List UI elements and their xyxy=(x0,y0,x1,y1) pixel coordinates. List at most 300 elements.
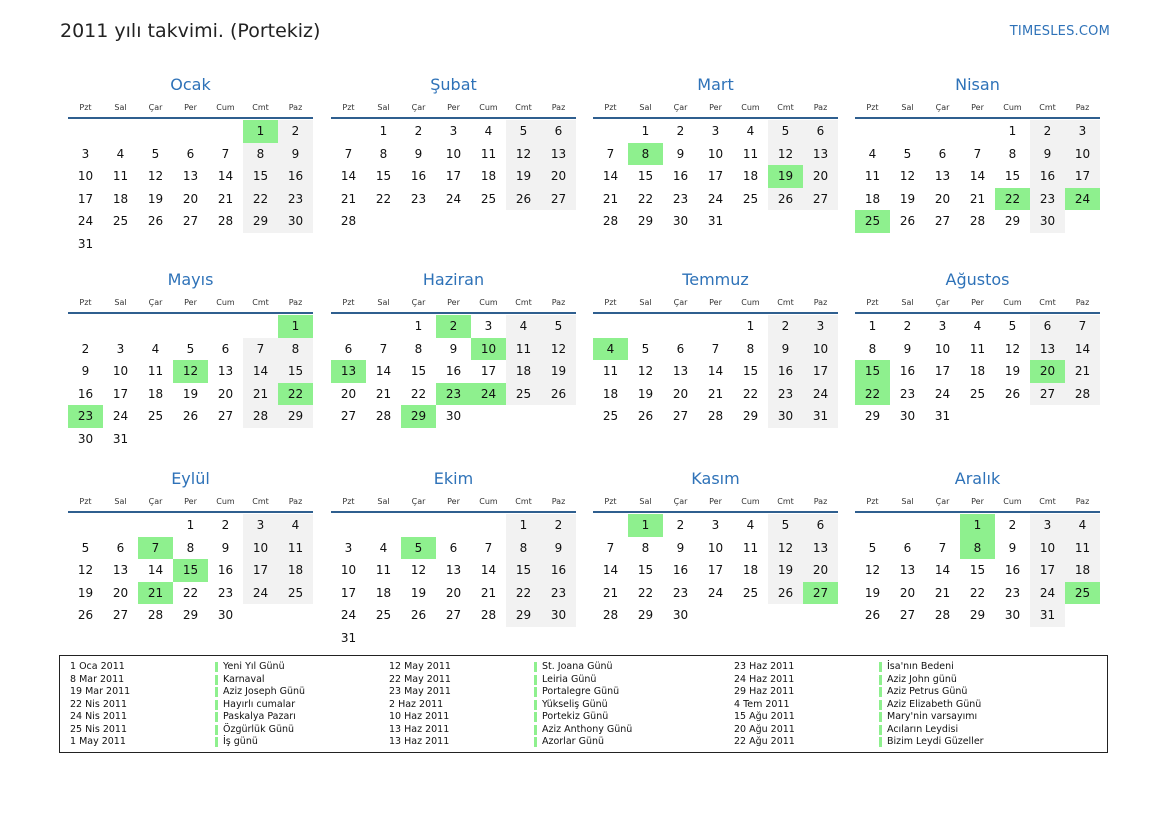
day-cell[interactable]: 17 xyxy=(340,585,357,600)
day-cell[interactable]: 3 xyxy=(344,540,353,555)
day-cell[interactable]: 16 xyxy=(899,364,916,378)
day-cell[interactable]: 1 xyxy=(278,315,313,338)
day-cell[interactable]: 18 xyxy=(864,191,881,206)
day-cell[interactable]: 7 xyxy=(344,146,353,161)
day-cell[interactable]: 1 xyxy=(746,319,755,333)
day-cell[interactable]: 31 xyxy=(803,405,838,428)
day-cell[interactable]: 14 xyxy=(147,563,164,577)
day-cell[interactable]: 21 xyxy=(375,386,392,401)
day-cell[interactable]: 22 xyxy=(243,188,278,211)
day-cell[interactable]: 18 xyxy=(112,191,129,206)
day-cell[interactable]: 14 xyxy=(969,169,986,183)
day-cell[interactable]: 24 xyxy=(803,383,838,406)
day-cell[interactable]: 6 xyxy=(803,514,838,537)
day-cell[interactable]: 7 xyxy=(138,537,173,560)
day-cell[interactable]: 24 xyxy=(707,191,724,206)
day-cell[interactable]: 5 xyxy=(151,146,160,161)
day-cell[interactable]: 9 xyxy=(414,146,423,161)
day-cell[interactable]: 18 xyxy=(375,585,392,600)
day-cell[interactable]: 4 xyxy=(379,540,388,555)
day-cell[interactable]: 23 xyxy=(672,191,689,206)
day-cell[interactable]: 18 xyxy=(147,386,164,401)
day-cell[interactable]: 1 xyxy=(628,514,663,537)
day-cell[interactable]: 27 xyxy=(899,608,916,622)
day-cell[interactable]: 12 xyxy=(147,169,164,183)
day-cell[interactable]: 20 xyxy=(803,559,838,582)
day-cell[interactable]: 18 xyxy=(969,364,986,378)
day-cell[interactable]: 5 xyxy=(401,537,436,560)
day-cell[interactable]: 30 xyxy=(278,210,313,233)
day-cell[interactable]: 28 xyxy=(1065,383,1100,406)
day-cell[interactable]: 19 xyxy=(147,191,164,206)
day-cell[interactable]: 19 xyxy=(506,165,541,188)
day-cell[interactable]: 24 xyxy=(340,608,357,622)
day-cell[interactable]: 29 xyxy=(969,608,986,622)
day-cell[interactable]: 29 xyxy=(637,608,654,622)
day-cell[interactable]: 20 xyxy=(672,386,689,401)
day-cell[interactable]: 4 xyxy=(506,315,541,338)
day-cell[interactable]: 27 xyxy=(445,608,462,622)
day-cell[interactable]: 17 xyxy=(243,559,278,582)
day-cell[interactable]: 5 xyxy=(506,120,541,143)
day-cell[interactable]: 16 xyxy=(541,559,576,582)
day-cell[interactable]: 23 xyxy=(436,383,471,406)
day-cell[interactable]: 8 xyxy=(414,341,423,356)
day-cell[interactable]: 27 xyxy=(672,409,689,423)
day-cell[interactable]: 14 xyxy=(340,169,357,183)
day-cell[interactable]: 20 xyxy=(1030,360,1065,383)
day-cell[interactable]: 20 xyxy=(112,585,129,600)
day-cell[interactable]: 16 xyxy=(1004,563,1021,577)
day-cell[interactable]: 13 xyxy=(217,364,234,378)
day-cell[interactable]: 26 xyxy=(147,214,164,228)
day-cell[interactable]: 19 xyxy=(1004,364,1021,378)
day-cell[interactable]: 17 xyxy=(445,169,462,183)
day-cell[interactable]: 19 xyxy=(768,559,803,582)
day-cell[interactable]: 16 xyxy=(1030,165,1065,188)
day-cell[interactable]: 1 xyxy=(186,518,195,532)
day-cell[interactable]: 31 xyxy=(934,409,951,423)
day-cell[interactable]: 3 xyxy=(116,341,125,356)
day-cell[interactable]: 10 xyxy=(707,540,724,555)
day-cell[interactable]: 7 xyxy=(973,146,982,161)
day-cell[interactable]: 27 xyxy=(1030,383,1065,406)
day-cell[interactable]: 17 xyxy=(480,364,497,378)
day-cell[interactable]: 4 xyxy=(868,146,877,161)
day-cell[interactable]: 10 xyxy=(1030,537,1065,560)
day-cell[interactable]: 4 xyxy=(1065,514,1100,537)
day-cell[interactable]: 20 xyxy=(340,386,357,401)
day-cell[interactable]: 28 xyxy=(969,214,986,228)
day-cell[interactable]: 11 xyxy=(375,563,392,577)
day-cell[interactable]: 29 xyxy=(864,409,881,423)
day-cell[interactable]: 29 xyxy=(182,608,199,622)
day-cell[interactable]: 8 xyxy=(243,143,278,166)
day-cell[interactable]: 13 xyxy=(541,143,576,166)
day-cell[interactable]: 11 xyxy=(1065,537,1100,560)
day-cell[interactable]: 2 xyxy=(903,319,912,333)
day-cell[interactable]: 2 xyxy=(1008,518,1017,532)
day-cell[interactable]: 15 xyxy=(278,360,313,383)
day-cell[interactable]: 6 xyxy=(186,146,195,161)
day-cell[interactable]: 3 xyxy=(1065,120,1100,143)
day-cell[interactable]: 23 xyxy=(1004,585,1021,600)
day-cell[interactable]: 2 xyxy=(436,315,471,338)
day-cell[interactable]: 19 xyxy=(541,360,576,383)
day-cell[interactable]: 6 xyxy=(938,146,947,161)
day-cell[interactable]: 30 xyxy=(217,608,234,622)
day-cell[interactable]: 14 xyxy=(480,563,497,577)
day-cell[interactable]: 16 xyxy=(768,360,803,383)
day-cell[interactable]: 16 xyxy=(278,165,313,188)
day-cell[interactable]: 7 xyxy=(711,341,720,356)
day-cell[interactable]: 30 xyxy=(1030,210,1065,233)
day-cell[interactable]: 30 xyxy=(899,409,916,423)
day-cell[interactable]: 27 xyxy=(182,214,199,228)
day-cell[interactable]: 24 xyxy=(1065,188,1100,211)
day-cell[interactable]: 13 xyxy=(331,360,366,383)
day-cell[interactable]: 5 xyxy=(768,120,803,143)
day-cell[interactable]: 19 xyxy=(182,386,199,401)
day-cell[interactable]: 22 xyxy=(742,386,759,401)
day-cell[interactable]: 14 xyxy=(1065,338,1100,361)
day-cell[interactable]: 11 xyxy=(480,146,497,161)
day-cell[interactable]: 25 xyxy=(506,383,541,406)
day-cell[interactable]: 28 xyxy=(340,214,357,228)
day-cell[interactable]: 5 xyxy=(641,341,650,356)
day-cell[interactable]: 19 xyxy=(899,191,916,206)
day-cell[interactable]: 2 xyxy=(278,120,313,143)
day-cell[interactable]: 14 xyxy=(243,360,278,383)
day-cell[interactable]: 23 xyxy=(541,582,576,605)
day-cell[interactable]: 1 xyxy=(506,514,541,537)
day-cell[interactable]: 25 xyxy=(742,585,759,600)
day-cell[interactable]: 17 xyxy=(1030,559,1065,582)
day-cell[interactable]: 22 xyxy=(637,191,654,206)
day-cell[interactable]: 19 xyxy=(77,585,94,600)
day-cell[interactable]: 30 xyxy=(1004,608,1021,622)
day-cell[interactable]: 27 xyxy=(541,188,576,211)
day-cell[interactable]: 1 xyxy=(641,124,650,138)
day-cell[interactable]: 20 xyxy=(803,165,838,188)
day-cell[interactable]: 15 xyxy=(375,169,392,183)
day-cell[interactable]: 16 xyxy=(410,169,427,183)
day-cell[interactable]: 13 xyxy=(182,169,199,183)
day-cell[interactable]: 1 xyxy=(960,514,995,537)
day-cell[interactable]: 7 xyxy=(606,146,615,161)
day-cell[interactable]: 4 xyxy=(746,518,755,532)
day-cell[interactable]: 11 xyxy=(506,338,541,361)
day-cell[interactable]: 13 xyxy=(934,169,951,183)
day-cell[interactable]: 23 xyxy=(68,405,103,428)
day-cell[interactable]: 10 xyxy=(112,364,129,378)
day-cell[interactable]: 7 xyxy=(1065,315,1100,338)
day-cell[interactable]: 23 xyxy=(410,191,427,206)
day-cell[interactable]: 12 xyxy=(899,169,916,183)
day-cell[interactable]: 8 xyxy=(641,540,650,555)
day-cell[interactable]: 17 xyxy=(77,191,94,206)
day-cell[interactable]: 26 xyxy=(768,582,803,605)
day-cell[interactable]: 18 xyxy=(278,559,313,582)
day-cell[interactable]: 8 xyxy=(278,338,313,361)
day-cell[interactable]: 31 xyxy=(707,214,724,228)
day-cell[interactable]: 13 xyxy=(112,563,129,577)
day-cell[interactable]: 3 xyxy=(1030,514,1065,537)
day-cell[interactable]: 23 xyxy=(768,383,803,406)
day-cell[interactable]: 24 xyxy=(243,582,278,605)
day-cell[interactable]: 18 xyxy=(480,169,497,183)
day-cell[interactable]: 25 xyxy=(480,191,497,206)
day-cell[interactable]: 15 xyxy=(1004,169,1021,183)
day-cell[interactable]: 7 xyxy=(243,338,278,361)
brand-link[interactable]: TIMESLES.COM xyxy=(1009,24,1110,39)
day-cell[interactable]: 8 xyxy=(186,540,195,555)
day-cell[interactable]: 18 xyxy=(1065,559,1100,582)
day-cell[interactable]: 24 xyxy=(934,386,951,401)
day-cell[interactable]: 25 xyxy=(278,582,313,605)
day-cell[interactable]: 14 xyxy=(934,563,951,577)
day-cell[interactable]: 20 xyxy=(445,585,462,600)
day-cell[interactable]: 2 xyxy=(541,514,576,537)
day-cell[interactable]: 10 xyxy=(471,338,506,361)
day-cell[interactable]: 12 xyxy=(541,338,576,361)
day-cell[interactable]: 5 xyxy=(81,540,90,555)
day-cell[interactable]: 27 xyxy=(934,214,951,228)
day-cell[interactable]: 3 xyxy=(803,315,838,338)
day-cell[interactable]: 13 xyxy=(672,364,689,378)
day-cell[interactable]: 21 xyxy=(340,191,357,206)
day-cell[interactable]: 17 xyxy=(803,360,838,383)
day-cell[interactable]: 30 xyxy=(445,409,462,423)
day-cell[interactable]: 2 xyxy=(81,341,90,356)
day-cell[interactable]: 15 xyxy=(173,559,208,582)
day-cell[interactable]: 15 xyxy=(506,559,541,582)
day-cell[interactable]: 9 xyxy=(1030,143,1065,166)
day-cell[interactable]: 26 xyxy=(864,608,881,622)
day-cell[interactable]: 25 xyxy=(602,409,619,423)
day-cell[interactable]: 10 xyxy=(243,537,278,560)
day-cell[interactable]: 21 xyxy=(480,585,497,600)
day-cell[interactable]: 3 xyxy=(449,124,458,138)
day-cell[interactable]: 19 xyxy=(864,585,881,600)
day-cell[interactable]: 3 xyxy=(243,514,278,537)
day-cell[interactable]: 28 xyxy=(934,608,951,622)
day-cell[interactable]: 6 xyxy=(903,540,912,555)
day-cell[interactable]: 13 xyxy=(803,143,838,166)
day-cell[interactable]: 18 xyxy=(602,386,619,401)
day-cell[interactable]: 14 xyxy=(602,169,619,183)
day-cell[interactable]: 15 xyxy=(855,360,890,383)
day-cell[interactable]: 9 xyxy=(1008,540,1017,555)
day-cell[interactable]: 12 xyxy=(864,563,881,577)
day-cell[interactable]: 19 xyxy=(637,386,654,401)
day-cell[interactable]: 6 xyxy=(1030,315,1065,338)
day-cell[interactable]: 28 xyxy=(707,409,724,423)
day-cell[interactable]: 10 xyxy=(445,146,462,161)
day-cell[interactable]: 22 xyxy=(855,383,890,406)
day-cell[interactable]: 7 xyxy=(379,341,388,356)
day-cell[interactable]: 15 xyxy=(410,364,427,378)
day-cell[interactable]: 13 xyxy=(1030,338,1065,361)
day-cell[interactable]: 22 xyxy=(182,585,199,600)
day-cell[interactable]: 18 xyxy=(742,169,759,183)
day-cell[interactable]: 24 xyxy=(707,585,724,600)
day-cell[interactable]: 30 xyxy=(768,405,803,428)
day-cell[interactable]: 31 xyxy=(340,630,357,645)
day-cell[interactable]: 17 xyxy=(707,169,724,183)
day-cell[interactable]: 25 xyxy=(375,608,392,622)
day-cell[interactable]: 28 xyxy=(217,214,234,228)
day-cell[interactable]: 8 xyxy=(628,143,663,166)
day-cell[interactable]: 6 xyxy=(803,120,838,143)
day-cell[interactable]: 3 xyxy=(484,319,493,333)
day-cell[interactable]: 26 xyxy=(637,409,654,423)
day-cell[interactable]: 10 xyxy=(707,146,724,161)
day-cell[interactable]: 9 xyxy=(676,146,685,161)
day-cell[interactable]: 27 xyxy=(112,608,129,622)
day-cell[interactable]: 5 xyxy=(541,315,576,338)
day-cell[interactable]: 1 xyxy=(1008,124,1017,138)
day-cell[interactable]: 1 xyxy=(414,319,423,333)
day-cell[interactable]: 9 xyxy=(768,338,803,361)
day-cell[interactable]: 8 xyxy=(1008,146,1017,161)
day-cell[interactable]: 6 xyxy=(449,540,458,555)
day-cell[interactable]: 8 xyxy=(868,341,877,356)
day-cell[interactable]: 31 xyxy=(1030,604,1065,627)
day-cell[interactable]: 4 xyxy=(278,514,313,537)
day-cell[interactable]: 3 xyxy=(711,124,720,138)
day-cell[interactable]: 22 xyxy=(410,386,427,401)
day-cell[interactable]: 19 xyxy=(768,165,803,188)
day-cell[interactable]: 28 xyxy=(480,608,497,622)
day-cell[interactable]: 22 xyxy=(637,585,654,600)
day-cell[interactable]: 11 xyxy=(742,540,759,555)
day-cell[interactable]: 3 xyxy=(711,518,720,532)
day-cell[interactable]: 26 xyxy=(541,383,576,406)
day-cell[interactable]: 24 xyxy=(77,214,94,228)
day-cell[interactable]: 26 xyxy=(77,608,94,622)
day-cell[interactable]: 21 xyxy=(1065,360,1100,383)
day-cell[interactable]: 2 xyxy=(676,124,685,138)
day-cell[interactable]: 31 xyxy=(112,431,129,446)
day-cell[interactable]: 5 xyxy=(186,341,195,356)
day-cell[interactable]: 25 xyxy=(112,214,129,228)
day-cell[interactable]: 24 xyxy=(445,191,462,206)
day-cell[interactable]: 17 xyxy=(707,563,724,577)
day-cell[interactable]: 20 xyxy=(934,191,951,206)
day-cell[interactable]: 13 xyxy=(445,563,462,577)
day-cell[interactable]: 9 xyxy=(903,341,912,356)
day-cell[interactable]: 31 xyxy=(77,236,94,251)
day-cell[interactable]: 1 xyxy=(379,124,388,138)
day-cell[interactable]: 11 xyxy=(112,169,129,183)
day-cell[interactable]: 16 xyxy=(77,386,94,401)
day-cell[interactable]: 20 xyxy=(541,165,576,188)
day-cell[interactable]: 7 xyxy=(221,146,230,161)
day-cell[interactable]: 10 xyxy=(1065,143,1100,166)
day-cell[interactable]: 25 xyxy=(742,191,759,206)
day-cell[interactable]: 27 xyxy=(803,582,838,605)
day-cell[interactable]: 5 xyxy=(903,146,912,161)
day-cell[interactable]: 3 xyxy=(938,319,947,333)
day-cell[interactable]: 26 xyxy=(768,188,803,211)
day-cell[interactable]: 14 xyxy=(217,169,234,183)
day-cell[interactable]: 25 xyxy=(855,210,890,233)
day-cell[interactable]: 2 xyxy=(221,518,230,532)
day-cell[interactable]: 2 xyxy=(676,518,685,532)
day-cell[interactable]: 26 xyxy=(182,409,199,423)
day-cell[interactable]: 6 xyxy=(676,341,685,356)
day-cell[interactable]: 9 xyxy=(541,537,576,560)
day-cell[interactable]: 9 xyxy=(278,143,313,166)
day-cell[interactable]: 14 xyxy=(375,364,392,378)
day-cell[interactable]: 21 xyxy=(602,191,619,206)
day-cell[interactable]: 23 xyxy=(217,585,234,600)
day-cell[interactable]: 4 xyxy=(593,338,628,361)
day-cell[interactable]: 16 xyxy=(445,364,462,378)
day-cell[interactable]: 4 xyxy=(746,124,755,138)
day-cell[interactable]: 12 xyxy=(506,143,541,166)
day-cell[interactable]: 20 xyxy=(899,585,916,600)
day-cell[interactable]: 22 xyxy=(278,383,313,406)
day-cell[interactable]: 22 xyxy=(506,582,541,605)
day-cell[interactable]: 15 xyxy=(243,165,278,188)
day-cell[interactable]: 4 xyxy=(484,124,493,138)
day-cell[interactable]: 29 xyxy=(506,604,541,627)
day-cell[interactable]: 29 xyxy=(243,210,278,233)
day-cell[interactable]: 10 xyxy=(934,341,951,356)
day-cell[interactable]: 26 xyxy=(506,188,541,211)
day-cell[interactable]: 16 xyxy=(217,563,234,577)
day-cell[interactable]: 3 xyxy=(81,146,90,161)
day-cell[interactable]: 24 xyxy=(471,383,506,406)
day-cell[interactable]: 15 xyxy=(969,563,986,577)
day-cell[interactable]: 25 xyxy=(147,409,164,423)
day-cell[interactable]: 10 xyxy=(77,169,94,183)
day-cell[interactable]: 5 xyxy=(868,540,877,555)
day-cell[interactable]: 21 xyxy=(243,383,278,406)
day-cell[interactable]: 9 xyxy=(81,364,90,378)
day-cell[interactable]: 15 xyxy=(637,563,654,577)
day-cell[interactable]: 6 xyxy=(116,540,125,555)
day-cell[interactable]: 16 xyxy=(672,169,689,183)
day-cell[interactable]: 23 xyxy=(1030,188,1065,211)
day-cell[interactable]: 11 xyxy=(742,146,759,161)
day-cell[interactable]: 29 xyxy=(278,405,313,428)
day-cell[interactable]: 11 xyxy=(969,341,986,356)
day-cell[interactable]: 21 xyxy=(217,191,234,206)
day-cell[interactable]: 7 xyxy=(938,540,947,555)
day-cell[interactable]: 6 xyxy=(221,341,230,356)
day-cell[interactable]: 4 xyxy=(151,341,160,356)
day-cell[interactable]: 28 xyxy=(602,214,619,228)
day-cell[interactable]: 4 xyxy=(116,146,125,161)
day-cell[interactable]: 22 xyxy=(375,191,392,206)
day-cell[interactable]: 12 xyxy=(768,143,803,166)
day-cell[interactable]: 29 xyxy=(401,405,436,428)
day-cell[interactable]: 14 xyxy=(602,563,619,577)
day-cell[interactable]: 23 xyxy=(899,386,916,401)
day-cell[interactable]: 20 xyxy=(182,191,199,206)
day-cell[interactable]: 9 xyxy=(221,540,230,555)
day-cell[interactable]: 30 xyxy=(541,604,576,627)
day-cell[interactable]: 11 xyxy=(147,364,164,378)
day-cell[interactable]: 2 xyxy=(768,315,803,338)
day-cell[interactable]: 20 xyxy=(217,386,234,401)
day-cell[interactable]: 28 xyxy=(602,608,619,622)
day-cell[interactable]: 12 xyxy=(768,537,803,560)
day-cell[interactable]: 7 xyxy=(484,540,493,555)
